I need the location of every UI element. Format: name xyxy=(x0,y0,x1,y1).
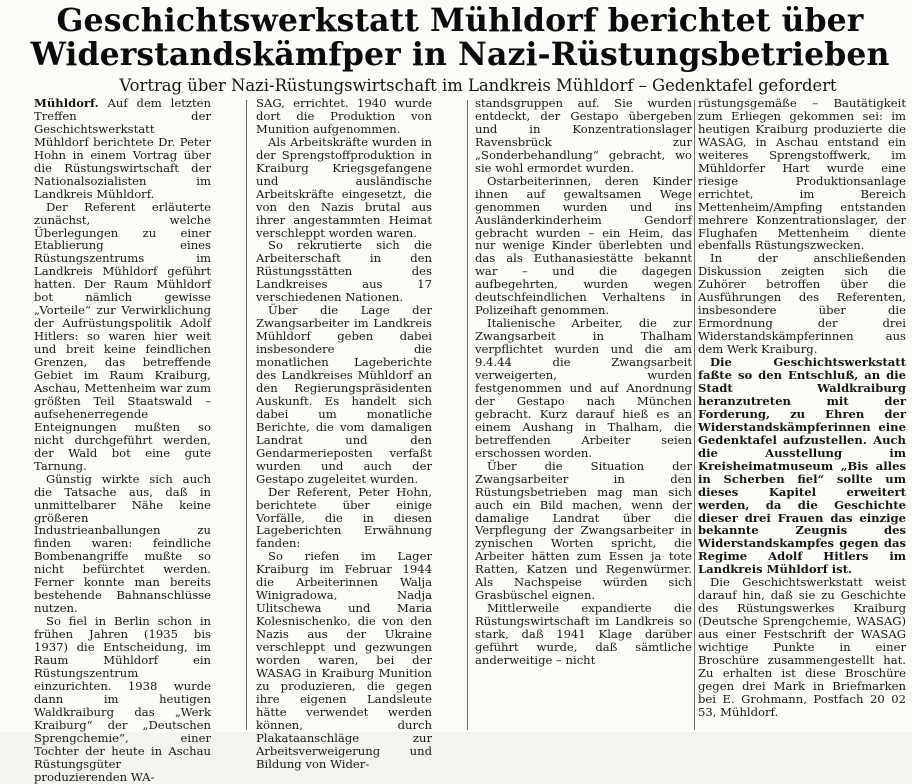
paragraph: Der Referent erläuterte zunächst, welche Überlegungen zu einer Etablierung eines Rüstungszentrums im Landkreis Mühldorf geführt hatten. Der Raum Mühldorf bot nämlich gewisse „Vorteile“ zur Verwirklichung der Aufrüstungspolitik Adolf Hitlers: so waren hier weit und breit keine feindlichen Grenzen, das betreffende Gebiet im Raum Kraiburg, Aschau, Mettenheim war zum größten Teil Staatswald – aufsehenerregende Enteignungen mußten so nicht durchgeführt werden, der Wald bot eine gute Tarnung. xyxy=(34,199,211,473)
paragraph: Als Arbeitskräfte wurden in der Sprengstoffproduktion in Kraiburg Kriegsgefangene und ausländische Arbeitskräfte eingesetzt, die von den Nazis brutal aus ihrer angestammten Heimat verschleppt worden waren. xyxy=(256,134,432,240)
paragraph: In der anschließenden Diskussion zeigten sich die Zuhörer betroffen über die Ausführungen des Referenten, insbesondere über die Ermordnung der drei Widerstandskämpferinnen aus dem Werk Kraiburg. xyxy=(698,251,906,357)
paragraph: Günstig wirkte sich auch die Tatsache aus, daß in unmittelbarer Nähe keine größeren Industrieanballungen zu finden waren: feindliche Bombenangriffe mußte so nicht befürchtet werden. Ferner konnte man bereits bestehende Bahnanschlüsse nutzen. xyxy=(34,471,211,616)
article-column-3 xyxy=(475,97,692,732)
column-divider xyxy=(694,100,695,730)
article-column-4 xyxy=(698,97,906,732)
article-column-1 xyxy=(34,96,211,784)
paragraph: So fiel in Berlin schon in frühen Jahren (1935 bis 1937) die Entscheidung, im Raum Mühldorf ein Rüstungszentrum einzurichten. 1938 wurde dann im heutigen Waldkraiburg das „Werk Kraiburg“ der „Deutschen Sprengchemie“, einer Tochter der heute in Aschau Rüstungsgüter produzierenden WA- xyxy=(34,614,211,784)
article-column-2 xyxy=(256,96,432,771)
paragraph: Der Referent, Peter Hohn, berichtete über einige Vorfälle, die in diesen Lageberichten Erwähnung fanden: xyxy=(256,484,432,551)
paragraph: Die Geschichtswerkstatt weist darauf hin, daß sie zu Geschichte des Rüstungswerkes Kraiburg (Deutsche Sprengchemie, WASAG) aus einer Festschrift der WASAG wichtige Punkte in einer Broschüre zusammengestellt hat. Zu erhalten ist diese Broschüre gegen drei Mark in Briefmarken bei E. Grohmann, Postfach 20 02 53, Mühldorf. xyxy=(698,575,906,719)
dateline: Mühldorf. xyxy=(34,96,99,110)
column-divider xyxy=(467,100,468,730)
paragraph: Über die Lage der Zwangsarbeiter im Landkreis Mühldorf geben dabei insbesondere die monatlichen Lageberichte des Landkreises Mühldorf an den Regierungspräsidenten Auskunft. Es handelt sich dabei um monatliche Berichte, die vom damaligen Landrat und den Gendarmerieposten verfaßt wurden und auch der Gestapo zugeleitet wurden. xyxy=(256,303,432,486)
paragraph: Italienische Arbeiter, die zur Zwangsarbeit in Thalham verpflichtet wurden und die am 9.4.44 die Zwangsarbeit verweigerten, wurden festgenommen und auf Anordnung der Gestapo nach München gebracht. Kurz darauf hieß es an einem Aushang in Thalham, die betreffenden Arbeiter seien erschossen worden. xyxy=(475,316,692,460)
paragraph: standsgruppen auf. Sie wurden entdeckt, der Gestapo übergeben und in Konzentrationslager Ravensbrück zur „Sonderbehandlung“ gebracht, wo sie wohl ermordet wurden. xyxy=(475,96,692,175)
paragraph: So riefen im Lager Kraiburg im Februar 1944 die Arbeiterinnen Walja Winigradowa, Nadja Ulitschewa und Maria Kolesnischenko, die von den Nazis aus der Ukraine verschleppt und gezwungen worden waren, bei der WASAG in Kraiburg Munition zu produzieren, die gegen ihre eigenen Landsleute hätte verwendet werden können, durch Plakataanschläge zur Arbeitsverweigerung und Bildung von Wider- xyxy=(256,549,432,771)
paragraph xyxy=(34,97,211,201)
paragraph: SAG, errichtet. 1940 wurde dort die Produktion von Munition aufgenommen. xyxy=(256,96,432,136)
headline-line-1: Geschichtswerkstatt Mühldorf berichtet über xyxy=(56,2,864,39)
paragraph: So rekrutierte sich die Arbeiterschaft in den Rüstungsstätten des Landkreises aus 17 verschiedenen Nationen. xyxy=(256,238,432,305)
paragraph: Ostarbeiterinnen, deren Kinder ihnen auf gewaltsamen Wege genommen wurden und ins Ausländerkinderheim Gendorf gebracht wurden – ein Heim, das nur wenige Kinder überlebten und das als Euthanasiestätte bekannt war – und die dagegen aufbegehrten, wurden wegen deutschfeindlichen Verhaltens in Polizeihaft genommen. xyxy=(475,173,692,318)
subheadline: Vortrag über Nazi-Rüstungswirtschaft im Landkreis Mühldorf – Gedenktafel gefordert xyxy=(119,76,837,95)
column-divider xyxy=(246,100,247,730)
paragraph: Mittlerweile expandierte die Rüstungswirtschaft im Landkreis so stark, daß 1941 Klage darüber geführt wurde, daß sämtliche anderweitige – nicht xyxy=(475,601,692,667)
paragraph: rüstungsgemäße – Bautätigkeit zum Erliegen gekommen sei: im heutigen Kraiburg produzierte die WASAG, in Aschau entstand ein weiteres Sprengstoffwerk, im Mühldorfer Hart wurde eine riesige Produktionsanlage errichtet, im Bereich Mettenheim/Ampfing entstanden mehrere Konzentrationslager, der Flughafen Mettenheim diente ebenfalls Rüstungszwecken. xyxy=(698,96,906,253)
paragraph: Die Geschichtswerkstatt faßte so den Entschluß, an die Stadt Waldkraiburg heranzutreten mit der Forderung, zu Ehren der Widerstandskämpferinnen eine Gedenktafel aufzustellen. Auch die Ausstellung im Kreisheimatmuseum „Bis alles in Scherben fiel“ sollte um dieses Kapitel erweitert werden, da die Geschichte dieser drei Frauen das einzige bekannte Zeugnis des Widerstandskampfes gegen das Regime Adolf Hitlers im Landkreis Mühldorf ist. xyxy=(698,355,906,577)
paragraph: Über die Situation der Zwangsarbeiter in den Rüstungsbetrieben mag man sich auch ein Bild machen, wenn der damalige Landrat über die Verpflegung der Zwangsarbeiter in zynischen Worten spricht, die Arbeiter hätten zum Essen ja tote Ratten, Katzen und Regenwürmer. Als Nachspeise würden sich Grasbüschel eignen. xyxy=(475,458,692,603)
headline xyxy=(30,4,890,72)
paragraph-text: Auf dem letzten Treffen der Geschichtswerkstatt Mühldorf berichtete Dr. Peter Hohn in einem Vortrag über die Rüstungswirtschaft der Nationalsozialisten im Landkreis Mühldorf. xyxy=(34,96,211,201)
headline-line-2: Widerstandskämfper in Nazi-Rüstungsbetrieben xyxy=(30,36,890,73)
